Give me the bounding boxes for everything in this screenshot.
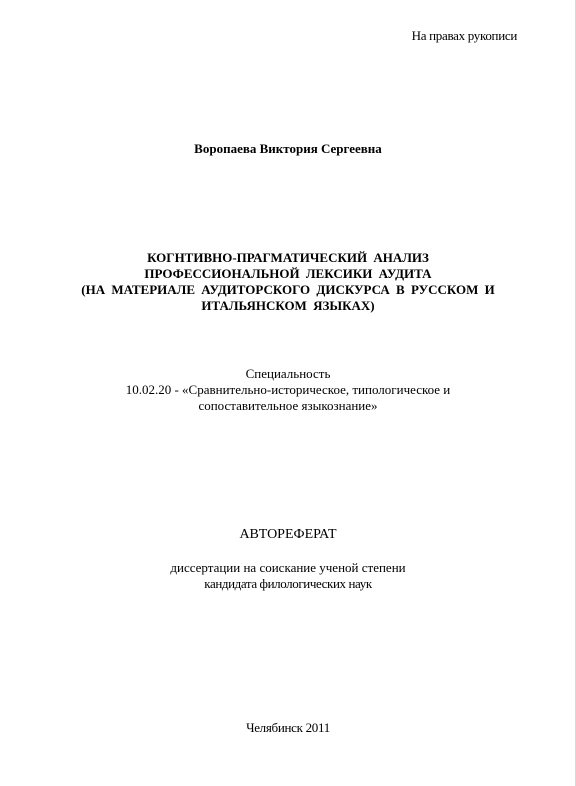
specialty-block xyxy=(0,366,576,414)
purpose-block xyxy=(0,560,576,592)
title-line-1: КОГНТИВНО-ПРАГМАТИЧЕСКИЙ АНАЛИЗ xyxy=(147,250,429,265)
manuscript-note: На правах рукописи xyxy=(411,28,517,43)
purpose-line-1: диссертации на соискание ученой степени xyxy=(170,560,406,575)
specialty-name-line: сопоставительное языкознание» xyxy=(198,398,378,413)
title-line-3: (НА МАТЕРИАЛЕ АУДИТОРСКОГО ДИСКУРСА В РУССКОМ И xyxy=(81,282,495,297)
specialty-label: Специальность xyxy=(245,366,331,381)
document-type: АВТОРЕФЕРАТ xyxy=(239,527,337,542)
specialty-code-line: 10.02.20 - «Сравнительно-историческое, типологическое и xyxy=(125,382,451,397)
dissertation-title xyxy=(0,250,576,314)
city-year: Челябинск 2011 xyxy=(246,720,330,735)
title-line-4: ИТАЛЬЯНСКОМ ЯЗЫКАХ) xyxy=(201,298,375,313)
title-line-2: ПРОФЕССИОНАЛЬНОЙ ЛЕКСИКИ АУДИТА xyxy=(144,266,432,281)
author-name: Воропаева Виктория Сергеевна xyxy=(194,141,382,156)
purpose-line-2: кандидата филологических наук xyxy=(204,576,372,591)
